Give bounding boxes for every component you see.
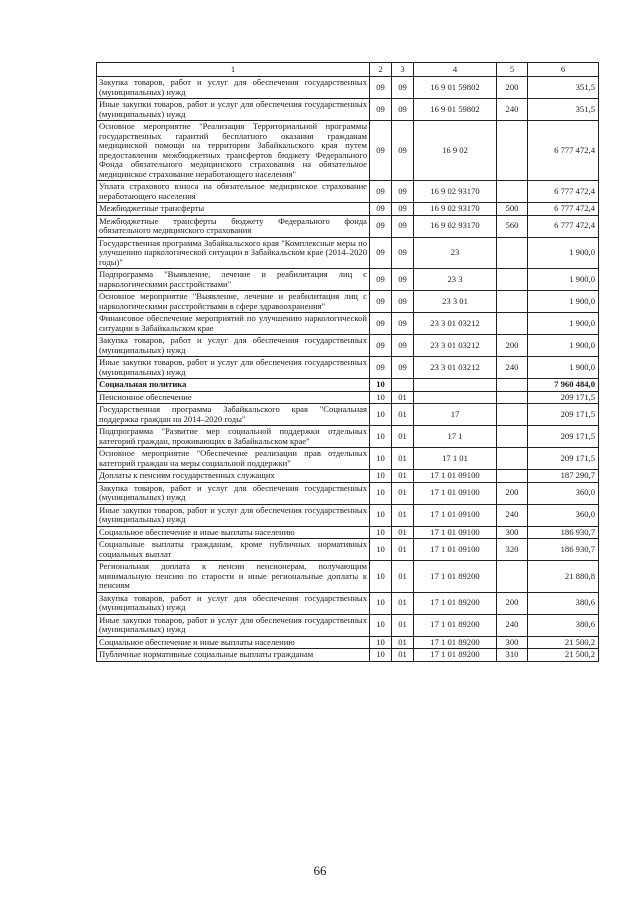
row-description: Закупка товаров, работ и услуг для обеспечения государственных (муниципальных) нужд [97, 482, 370, 504]
row-amount: 360,0 [528, 482, 599, 504]
row-subsection-code: 01 [392, 482, 414, 504]
row-description: Государственная программа Забайкальского края "Социальная поддержка граждан на 2014–2020 годы" [97, 404, 370, 426]
row-amount: 1 900,0 [528, 237, 599, 269]
row-target-article: 17 1 01 09100 [414, 526, 497, 539]
row-expense-type: 240 [497, 614, 528, 636]
table-row [97, 526, 599, 539]
table-header-row [97, 63, 599, 77]
row-subsection-code: 09 [392, 291, 414, 313]
table-row [97, 504, 599, 526]
row-description: Основное мероприятие "Реализация Территориальной программы государственных гарантий бесплатного оказания гражданам медицинской помощи на территории Забайкальского края путем предоставления межбюджетных трансфертов бюджету Федерального Фонда обязательного медицинского страхования на обязательное медицинское страхование неработающего населения" [97, 121, 370, 181]
table-row [97, 426, 599, 448]
row-description: Основное мероприятие "Выявление, лечение и реабилитация лиц с наркологическими расстройствами в сфере здравоохранения" [97, 291, 370, 313]
row-target-article: 16 9 02 [414, 121, 497, 181]
row-expense-type: 560 [497, 215, 528, 237]
row-amount: 209 171,5 [528, 391, 599, 404]
table-row [97, 539, 599, 561]
row-section-code: 09 [370, 203, 392, 216]
row-expense-type [497, 269, 528, 291]
row-subsection-code: 09 [392, 77, 414, 99]
row-section-code: 10 [370, 379, 392, 392]
table-row [97, 313, 599, 335]
row-section-code: 09 [370, 181, 392, 203]
row-subsection-code: 01 [392, 614, 414, 636]
table-row [97, 470, 599, 483]
row-target-article: 17 1 01 09100 [414, 482, 497, 504]
row-description: Иные закупки товаров, работ и услуг для обеспечения государственных (муниципальных) нужд [97, 504, 370, 526]
row-description: Государственная программа Забайкальского края "Комплексные меры по улучшению наркологической ситуации в Забайкальском крае (2014–2020 годы)" [97, 237, 370, 269]
row-section-code: 10 [370, 526, 392, 539]
row-amount: 6 777 472,4 [528, 121, 599, 181]
table-row [97, 561, 599, 593]
row-expense-type [497, 391, 528, 404]
row-subsection-code: 01 [392, 448, 414, 470]
row-section-code: 10 [370, 482, 392, 504]
row-amount: 1 900,0 [528, 357, 599, 379]
row-section-code: 09 [370, 291, 392, 313]
row-target-article: 23 3 01 03212 [414, 335, 497, 357]
table-row [97, 482, 599, 504]
header-col-3: 3 [392, 63, 414, 77]
table-row [97, 404, 599, 426]
row-expense-type [497, 181, 528, 203]
row-section-code: 09 [370, 335, 392, 357]
row-subsection-code: 01 [392, 404, 414, 426]
table-row [97, 335, 599, 357]
row-subsection-code: 01 [392, 470, 414, 483]
row-section-code: 10 [370, 649, 392, 662]
row-description: Региональная доплата к пенсии пенсионерам, получающим минимальную пенсию по старости и иные региональные доплаты к пенсиям [97, 561, 370, 593]
row-subsection-code: 09 [392, 203, 414, 216]
table-row [97, 77, 599, 99]
row-target-article: 17 1 01 89200 [414, 636, 497, 649]
row-section-code: 10 [370, 592, 392, 614]
row-target-article: 16 9 02 93170 [414, 203, 497, 216]
row-amount: 351,5 [528, 99, 599, 121]
row-description: Социальные выплаты гражданам, кроме публичных нормативных социальных выплат [97, 539, 370, 561]
row-section-code: 09 [370, 237, 392, 269]
row-description: Финансовое обеспечение мероприятий по улучшению наркологической ситуации в Забайкальском крае [97, 313, 370, 335]
row-expense-type [497, 404, 528, 426]
row-expense-type: 310 [497, 649, 528, 662]
row-subsection-code: 09 [392, 121, 414, 181]
row-expense-type: 240 [497, 99, 528, 121]
table-row [97, 391, 599, 404]
table-row [97, 203, 599, 216]
table-row [97, 448, 599, 470]
row-subsection-code: 09 [392, 335, 414, 357]
row-amount: 6 777 472,4 [528, 203, 599, 216]
header-col-1: 1 [97, 63, 370, 77]
row-subsection-code: 01 [392, 539, 414, 561]
row-target-article: 23 3 01 [414, 291, 497, 313]
row-amount: 6 777 472,4 [528, 181, 599, 203]
row-section-code: 10 [370, 539, 392, 561]
row-target-article: 17 [414, 404, 497, 426]
row-description: Иные закупки товаров, работ и услуг для обеспечения государственных (муниципальных) нужд [97, 357, 370, 379]
table-row [97, 291, 599, 313]
table-row [97, 379, 599, 392]
row-section-code: 10 [370, 504, 392, 526]
row-description: Основное мероприятие "Обеспечение реализации прав отдельных категорий граждан на меры социальной поддержки" [97, 448, 370, 470]
row-subsection-code: 09 [392, 269, 414, 291]
row-target-article: 23 [414, 237, 497, 269]
row-section-code: 09 [370, 99, 392, 121]
row-section-code: 10 [370, 636, 392, 649]
row-target-article: 17 1 [414, 426, 497, 448]
row-section-code: 10 [370, 391, 392, 404]
table-row [97, 357, 599, 379]
row-target-article: 17 1 01 09100 [414, 539, 497, 561]
row-description: Подпрограмма "Выявление, лечение и реабилитация лиц с наркологическими расстройствами" [97, 269, 370, 291]
row-expense-type [497, 561, 528, 593]
row-section-code: 09 [370, 121, 392, 181]
row-subsection-code: 01 [392, 504, 414, 526]
row-expense-type: 200 [497, 482, 528, 504]
table-row [97, 181, 599, 203]
row-expense-type: 300 [497, 526, 528, 539]
row-expense-type [497, 448, 528, 470]
row-section-code: 10 [370, 448, 392, 470]
row-amount: 351,5 [528, 77, 599, 99]
row-subsection-code: 01 [392, 526, 414, 539]
table-row [97, 592, 599, 614]
row-target-article: 17 1 01 09100 [414, 470, 497, 483]
row-section-code: 09 [370, 313, 392, 335]
row-expense-type [497, 379, 528, 392]
row-expense-type: 200 [497, 335, 528, 357]
row-expense-type: 240 [497, 504, 528, 526]
row-subsection-code: 09 [392, 237, 414, 269]
row-description: Иные закупки товаров, работ и услуг для обеспечения государственных (муниципальных) нужд [97, 614, 370, 636]
table-row [97, 215, 599, 237]
row-section-code: 10 [370, 404, 392, 426]
row-description: Социальная политика [97, 379, 370, 392]
header-col-6: 6 [528, 63, 599, 77]
row-subsection-code: 09 [392, 357, 414, 379]
row-target-article: 23 3 01 03212 [414, 357, 497, 379]
row-expense-type: 240 [497, 357, 528, 379]
row-section-code: 09 [370, 215, 392, 237]
row-amount: 7 960 484,0 [528, 379, 599, 392]
row-description: Публичные нормативные социальные выплаты гражданам [97, 649, 370, 662]
row-target-article: 16 9 02 93170 [414, 181, 497, 203]
row-subsection-code: 01 [392, 391, 414, 404]
row-target-article: 17 1 01 09100 [414, 504, 497, 526]
table-row [97, 121, 599, 181]
row-target-article: 23 3 01 03212 [414, 313, 497, 335]
row-subsection-code: 01 [392, 592, 414, 614]
table-row [97, 99, 599, 121]
header-col-2: 2 [370, 63, 392, 77]
row-amount: 1 900,0 [528, 291, 599, 313]
table-row [97, 614, 599, 636]
table-row [97, 636, 599, 649]
row-target-article: 16 9 02 93170 [414, 215, 497, 237]
row-description: Межбюджетные трансферты бюджету Федерального фонда обязательного медицинского страхования [97, 215, 370, 237]
row-subsection-code: 09 [392, 215, 414, 237]
table-row [97, 649, 599, 662]
row-section-code: 09 [370, 269, 392, 291]
row-expense-type: 500 [497, 203, 528, 216]
row-target-article: 23 3 [414, 269, 497, 291]
row-amount: 1 900,0 [528, 313, 599, 335]
row-section-code: 10 [370, 426, 392, 448]
header-col-4: 4 [414, 63, 497, 77]
row-amount: 21 500,2 [528, 649, 599, 662]
budget-table [96, 62, 599, 662]
row-target-article: 16 9 01 59802 [414, 99, 497, 121]
row-description: Подпрограмма "Развитие мер социальной поддержки отдельных категорий граждан, проживающих в Забайкальском крае" [97, 426, 370, 448]
row-description: Закупка товаров, работ и услуг для обеспечения государственных (муниципальных) нужд [97, 335, 370, 357]
row-description: Уплата страхового взноса на обязательное медицинское страхование неработающего населения [97, 181, 370, 203]
row-section-code: 10 [370, 470, 392, 483]
row-amount: 209 171,5 [528, 448, 599, 470]
row-description: Социальное обеспечение и иные выплаты населению [97, 636, 370, 649]
row-subsection-code: 01 [392, 649, 414, 662]
row-expense-type [497, 313, 528, 335]
row-amount: 209 171,5 [528, 404, 599, 426]
row-target-article: 17 1 01 89200 [414, 649, 497, 662]
row-subsection-code: 01 [392, 636, 414, 649]
row-section-code: 10 [370, 561, 392, 593]
row-description: Социальное обеспечение и иные выплаты населению [97, 526, 370, 539]
row-expense-type [497, 426, 528, 448]
row-amount: 1 900,0 [528, 269, 599, 291]
row-expense-type: 320 [497, 539, 528, 561]
row-expense-type [497, 291, 528, 313]
row-subsection-code: 09 [392, 313, 414, 335]
row-description: Закупка товаров, работ и услуг для обеспечения государственных (муниципальных) нужд [97, 592, 370, 614]
row-subsection-code: 01 [392, 561, 414, 593]
row-target-article [414, 379, 497, 392]
row-amount: 187 290,7 [528, 470, 599, 483]
row-amount: 380,6 [528, 592, 599, 614]
row-target-article: 17 1 01 89200 [414, 614, 497, 636]
row-target-article: 16 9 01 59802 [414, 77, 497, 99]
row-amount: 1 900,0 [528, 335, 599, 357]
row-target-article: 17 1 01 [414, 448, 497, 470]
header-col-5: 5 [497, 63, 528, 77]
row-subsection-code: 09 [392, 99, 414, 121]
row-target-article: 17 1 01 89200 [414, 592, 497, 614]
row-amount: 21 880,8 [528, 561, 599, 593]
row-amount: 209 171,5 [528, 426, 599, 448]
row-section-code: 09 [370, 77, 392, 99]
table-row [97, 237, 599, 269]
row-amount: 6 777 472,4 [528, 215, 599, 237]
row-expense-type [497, 470, 528, 483]
row-amount: 360,0 [528, 504, 599, 526]
row-expense-type [497, 121, 528, 181]
row-amount: 186 930,7 [528, 539, 599, 561]
row-amount: 380,6 [528, 614, 599, 636]
row-expense-type: 200 [497, 77, 528, 99]
page-number: 66 [313, 863, 327, 878]
row-section-code: 10 [370, 614, 392, 636]
row-amount: 186 930,7 [528, 526, 599, 539]
row-expense-type: 200 [497, 592, 528, 614]
row-description: Закупка товаров, работ и услуг для обеспечения государственных (муниципальных) нужд [97, 77, 370, 99]
row-subsection-code [392, 379, 414, 392]
row-subsection-code: 01 [392, 426, 414, 448]
row-description: Доплаты к пенсиям государственных служащих [97, 470, 370, 483]
row-target-article [414, 391, 497, 404]
table-row [97, 269, 599, 291]
row-description: Межбюджетные трансферты [97, 203, 370, 216]
row-section-code: 09 [370, 357, 392, 379]
row-expense-type: 300 [497, 636, 528, 649]
row-description: Пенсионное обеспечение [97, 391, 370, 404]
row-target-article: 17 1 01 89200 [414, 561, 497, 593]
row-amount: 21 500,2 [528, 636, 599, 649]
row-description: Иные закупки товаров, работ и услуг для обеспечения государственных (муниципальных) нужд [97, 99, 370, 121]
table-body [97, 77, 599, 662]
row-subsection-code: 09 [392, 181, 414, 203]
row-expense-type [497, 237, 528, 269]
